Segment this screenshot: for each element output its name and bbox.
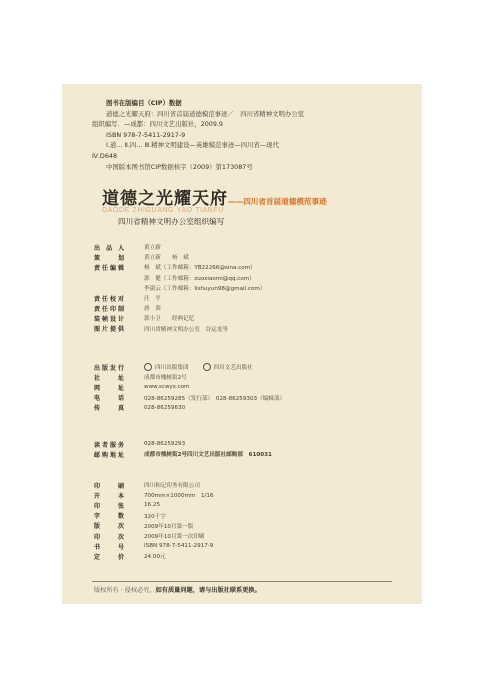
cip-line: 中国版本图书馆CIP数据核字（2009）第173087号: [106, 162, 253, 171]
specs-section: [94, 480, 414, 562]
spec-value: 700mm×1000mm 1/16: [144, 493, 214, 500]
credit-label: 策 划: [94, 254, 127, 262]
publisher-label: 出版发行: [94, 364, 127, 372]
cip-block: [92, 98, 412, 172]
copyright-notice-part2: 如有质量问题，请与出版社联系更换。: [155, 587, 261, 594]
spec-value: ISBN 978-7-5411-2917-9: [144, 543, 214, 550]
book-sub-title: ——四川省首届道德模范事迹: [228, 197, 327, 206]
credit-row: [94, 262, 414, 272]
publisher-label: 网 址: [94, 384, 127, 392]
service-section: [94, 439, 414, 459]
spec-row: [94, 541, 414, 551]
service-label: 邮购地址: [94, 451, 127, 459]
spec-label: 版 次: [94, 523, 127, 531]
spec-row: [94, 511, 414, 521]
publisher-value: 成都市槐树街2号: [144, 375, 187, 382]
book-main-title: 道德之光耀天府: [102, 189, 228, 209]
copyright-page: [62, 84, 422, 604]
publisher-label: 社 址: [94, 374, 127, 382]
service-value: 028-86259293: [144, 441, 186, 448]
credit-label: 图片提供: [94, 326, 127, 334]
spec-row: [94, 490, 414, 500]
spec-label: 开 本: [94, 492, 127, 500]
spec-value: 16.25: [144, 502, 161, 509]
credit-row: [94, 324, 414, 334]
copyright-notice: [94, 585, 261, 594]
publisher-value: 028-86259285（发行部） 028-86259303（编辑部）: [144, 395, 286, 402]
credit-value: 李淑云（工作邮箱：lishuyun98@gmail.com）: [144, 285, 266, 292]
credit-label: 装帧设计: [94, 315, 127, 323]
credit-label: 责任校对: [94, 295, 127, 303]
spec-value: 四川和记印务有限公司: [144, 483, 200, 490]
book-title-block: [102, 184, 422, 227]
service-row: [94, 439, 414, 449]
cip-line: 道德之光耀天府：四川省首届道德模范事迹／ 四川省精神文明办公室: [106, 109, 305, 118]
cip-line: Ⅰ.道… Ⅱ.四… Ⅲ.精神文明建设—英雄模范事迹—四川省—现代: [106, 141, 279, 150]
credit-label: 责任印制: [94, 305, 127, 313]
publishing-house-logo-icon: [203, 363, 211, 371]
spec-label: 印 次: [94, 533, 127, 541]
spec-label: 书 号: [94, 543, 127, 551]
spec-label: 字 数: [94, 513, 127, 521]
credit-row: [94, 313, 414, 323]
credit-value: 汪 平: [144, 296, 161, 303]
publisher-row: [94, 393, 414, 403]
cip-title: 图书在版编目（CIP）数据: [106, 99, 182, 107]
credits-section: [94, 242, 414, 334]
credit-value: 杨 斌（工作邮箱：YB22266@sina.com）: [144, 265, 256, 272]
book-org: 四川省精神文明办公室组织编写: [118, 217, 225, 226]
cip-line: ISBN 978-7-5411-2917-9: [106, 130, 186, 139]
publisher-label: 传 真: [94, 405, 127, 413]
publisher-row: [94, 372, 414, 382]
spec-row: [94, 531, 414, 541]
spec-value: 2009年10月第一版: [144, 523, 194, 530]
publishing-group-name: 四川出版集团: [155, 364, 189, 371]
spec-row: [94, 500, 414, 510]
publisher-label: 电 话: [94, 395, 127, 403]
publisher-row: [94, 362, 414, 372]
footer-divider: [92, 581, 392, 582]
spec-value: 2009年10月第一次印刷: [144, 534, 205, 541]
credit-label: 责任编辑: [94, 264, 127, 272]
book-pinyin: DAODE ZHIGUANG YAO TIANFU: [102, 207, 224, 214]
credit-row: [94, 242, 414, 252]
spec-row: [94, 521, 414, 531]
credit-value: 郭小卫 经典记忆: [144, 316, 195, 323]
publisher-row: [94, 382, 414, 392]
credit-row: [94, 293, 414, 303]
service-row: [94, 449, 414, 459]
publishing-group-logo-icon: [144, 363, 152, 371]
service-value: 成都市槐树街2号四川文艺出版社邮购部 610031: [144, 452, 272, 459]
spec-value: 320千字: [144, 513, 166, 520]
spec-label: 定 价: [94, 553, 127, 561]
credit-value: 唐 茵: [144, 306, 161, 313]
website-link[interactable]: www.scwys.com: [144, 384, 190, 391]
spec-value: 24.00元: [144, 554, 166, 561]
spec-row: [94, 551, 414, 561]
publisher-value: 028-86259630: [144, 404, 186, 411]
credit-label: 出 品 人: [94, 244, 127, 252]
publisher-section: [94, 362, 414, 413]
spec-row: [94, 480, 414, 490]
publishing-house-name: 四川文艺出版社: [213, 364, 253, 371]
credit-row: [94, 303, 414, 313]
spec-label: 印 刷: [94, 482, 127, 490]
credit-row: [94, 252, 414, 262]
cip-line: 组织编写．—成都：四川文艺出版社，2009.9: [92, 120, 224, 129]
credit-value: 四川省精神文明办公室 谷运龙等: [144, 326, 228, 333]
credit-value: 黄立新 杨 斌: [144, 255, 189, 262]
spec-label: 印 张: [94, 502, 127, 510]
credit-value: 黄立新: [144, 245, 161, 252]
copyright-notice-part1: 版权所有 · 侵权必究。: [94, 587, 156, 594]
credit-value: 郭 健（工作邮箱：zuoxiaomi@qq.com）: [144, 275, 255, 282]
cip-line: Ⅳ.D648: [92, 151, 118, 160]
publisher-row: [94, 403, 414, 413]
service-label: 读者服务: [94, 441, 127, 449]
